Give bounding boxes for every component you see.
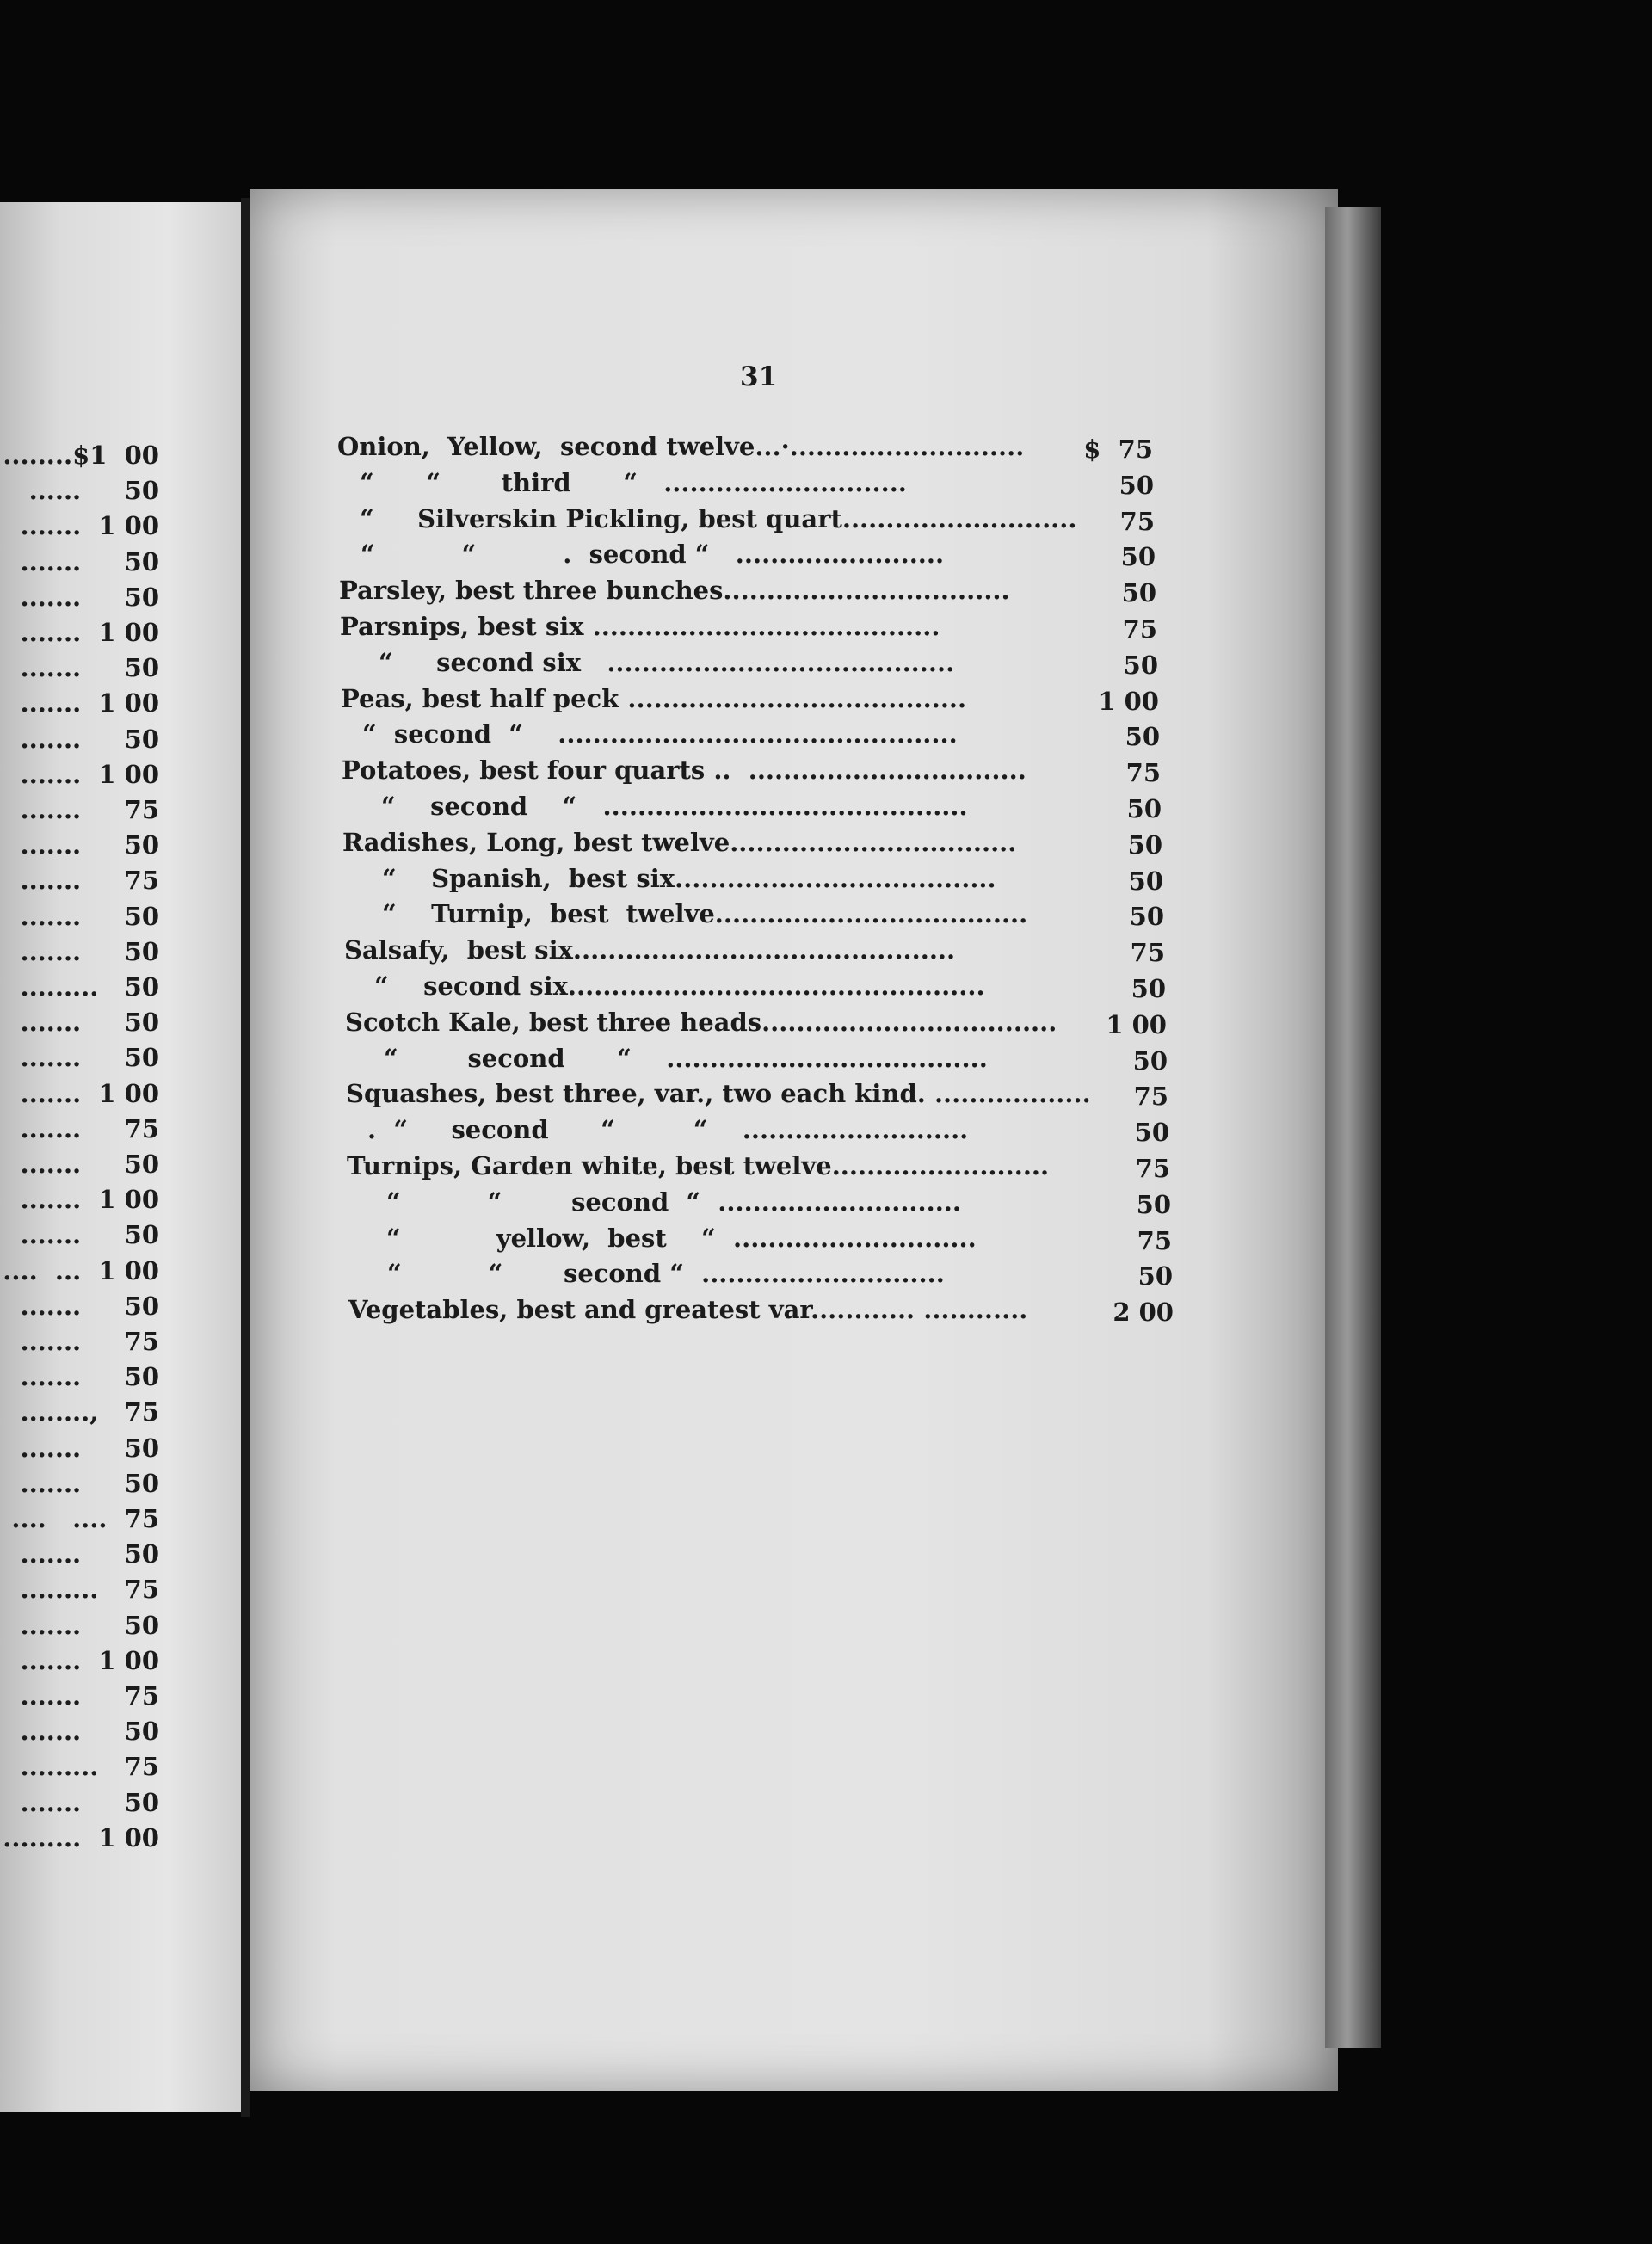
entry-amount: 75 <box>1133 1082 1168 1111</box>
entry-text: “ second six................................................ <box>374 971 985 1001</box>
entry-amount: 50 <box>1127 830 1162 860</box>
entry-text: “ second “ ..................................... <box>384 1044 988 1073</box>
entry-text: “ second “ .......................................... <box>381 792 968 821</box>
left-page-row: ....... 50 <box>20 1717 159 1746</box>
entry-text: Potatoes, best four quarts .. ................................ <box>342 755 1026 785</box>
left-page-row: ....... 1 00 <box>20 618 159 647</box>
left-page-row: ....... 50 <box>20 937 159 966</box>
entry-amount: 50 <box>1120 542 1156 571</box>
entry-text: Scotch Kale, best three heads.................................. <box>345 1008 1057 1037</box>
page-edge <box>1325 207 1381 2048</box>
entry-amount: 50 <box>1132 1046 1168 1076</box>
left-page-row: ....... 75 <box>20 1327 159 1356</box>
left-page-row: ....... 50 <box>20 1469 159 1498</box>
entry-amount: 75 <box>1135 1154 1170 1183</box>
entry-amount: 50 <box>1119 471 1154 500</box>
left-page-row: ......... 1 00 <box>3 1823 159 1853</box>
entry-amount: 50 <box>1129 902 1164 931</box>
entry-text: “ “ third “ ............................ <box>360 468 907 497</box>
entry-amount: 50 <box>1126 794 1162 823</box>
entry-amount: 50 <box>1128 866 1163 896</box>
entry-text: “ Spanish, best six..................................... <box>382 864 996 893</box>
entry-text: Radishes, Long, best twelve................................. <box>342 828 1017 857</box>
entry-text: “ Silverskin Pickling, best quart........................... <box>360 504 1077 533</box>
left-page-row: ....... 50 <box>20 902 159 931</box>
entry-text: Parsley, best three bunches................................. <box>339 576 1010 605</box>
left-page-row: ....... 1 00 <box>20 511 159 540</box>
page-number: 31 <box>740 361 778 392</box>
entry-text: “ second “ .............................................. <box>362 719 958 749</box>
entry-text: Parsnips, best six ........................................ <box>340 612 940 641</box>
left-page-row: ...... 50 <box>28 476 159 505</box>
left-page-row: .... .... 75 <box>11 1504 159 1533</box>
entry-text: Onion, Yellow, second twelve...·........................... <box>337 432 1025 461</box>
left-page-row: ....... 50 <box>20 1150 159 1179</box>
left-page-row: ....... 1 00 <box>20 1185 159 1214</box>
entry-text: Salsafy, best six............................................ <box>344 935 956 965</box>
entry-text: “ “ . second “ ........................ <box>361 539 945 569</box>
left-page-row: ........$1 00 <box>3 441 159 470</box>
entry-amount: 75 <box>1119 507 1155 536</box>
entry-amount: $ 75 <box>1083 435 1153 464</box>
entry-amount: 2 00 <box>1113 1298 1174 1327</box>
entry-text: Vegetables, best and greatest var............ ............ <box>348 1295 1028 1324</box>
entry-amount: 1 00 <box>1098 687 1159 716</box>
entry-text: Squashes, best three, var., two each kind. .................. <box>346 1079 1091 1108</box>
left-page-row: ....... 50 <box>20 830 159 860</box>
entry-amount: 50 <box>1123 650 1158 680</box>
left-page-row: ....... 50 <box>20 1788 159 1817</box>
left-page-row: ....... 50 <box>20 724 159 754</box>
left-page-row: ....... 75 <box>20 866 159 895</box>
entry-amount: 75 <box>1122 614 1157 644</box>
left-page-row: ....... 1 00 <box>20 1646 159 1675</box>
left-page-row: ....... 75 <box>20 1681 159 1711</box>
left-page-row: ....... 50 <box>20 1043 159 1072</box>
left-page-row: .... ... 1 00 <box>3 1256 159 1285</box>
left-page-row: ....... 50 <box>20 1611 159 1640</box>
left-page-row: ....... 75 <box>20 1114 159 1144</box>
left-page-row: ....... 75 <box>20 795 159 824</box>
entry-text: . “ second “ “ .......................... <box>367 1115 969 1144</box>
entry-amount: 75 <box>1125 758 1161 787</box>
entry-text: “ “ second “ ............................ <box>387 1259 945 1288</box>
entry-amount: 50 <box>1121 578 1156 607</box>
left-page-row: ....... 1 00 <box>20 1079 159 1108</box>
left-page-row: ....... 50 <box>20 1539 159 1569</box>
entry-amount: 50 <box>1131 974 1166 1003</box>
left-page-row: ....... 50 <box>20 547 159 576</box>
entry-text: “ yellow, best “ ............................ <box>386 1224 977 1253</box>
left-page-row: ....... 50 <box>20 1292 159 1321</box>
left-page-row: ......... 75 <box>20 1575 159 1604</box>
left-page-row: ....... 50 <box>20 1362 159 1391</box>
left-page-row: ....... 1 00 <box>20 688 159 718</box>
left-page-row: ....... 50 <box>20 583 159 612</box>
left-page-row: ....... 50 <box>20 1008 159 1037</box>
entry-text: Peas, best half peck ....................................... <box>341 684 967 713</box>
left-page <box>0 202 241 2112</box>
left-page-row: ....... 1 00 <box>20 760 159 789</box>
left-page-row: ....... 50 <box>20 653 159 682</box>
entry-text: “ second six ........................................ <box>379 648 955 677</box>
book-gutter <box>241 198 250 2117</box>
entry-amount: 1 00 <box>1106 1010 1167 1039</box>
left-page-row: ........, 75 <box>20 1397 159 1427</box>
left-page-row: ....... 50 <box>20 1433 159 1463</box>
left-page-row: ......... 50 <box>20 972 159 1002</box>
entry-text: “ Turnip, best twelve.................................... <box>382 899 1028 928</box>
entry-amount: 75 <box>1137 1226 1172 1255</box>
entry-text: “ “ second “ ............................ <box>386 1187 961 1217</box>
left-page-row: ......... 75 <box>20 1752 159 1781</box>
entry-amount: 50 <box>1125 722 1160 751</box>
entry-text: Turnips, Garden white, best twelve......................... <box>347 1151 1050 1181</box>
left-page-row: ....... 50 <box>20 1220 159 1249</box>
entry-amount: 50 <box>1136 1190 1171 1219</box>
entry-amount: 50 <box>1137 1261 1173 1291</box>
entry-amount: 50 <box>1134 1118 1169 1147</box>
entry-amount: 75 <box>1130 938 1165 967</box>
